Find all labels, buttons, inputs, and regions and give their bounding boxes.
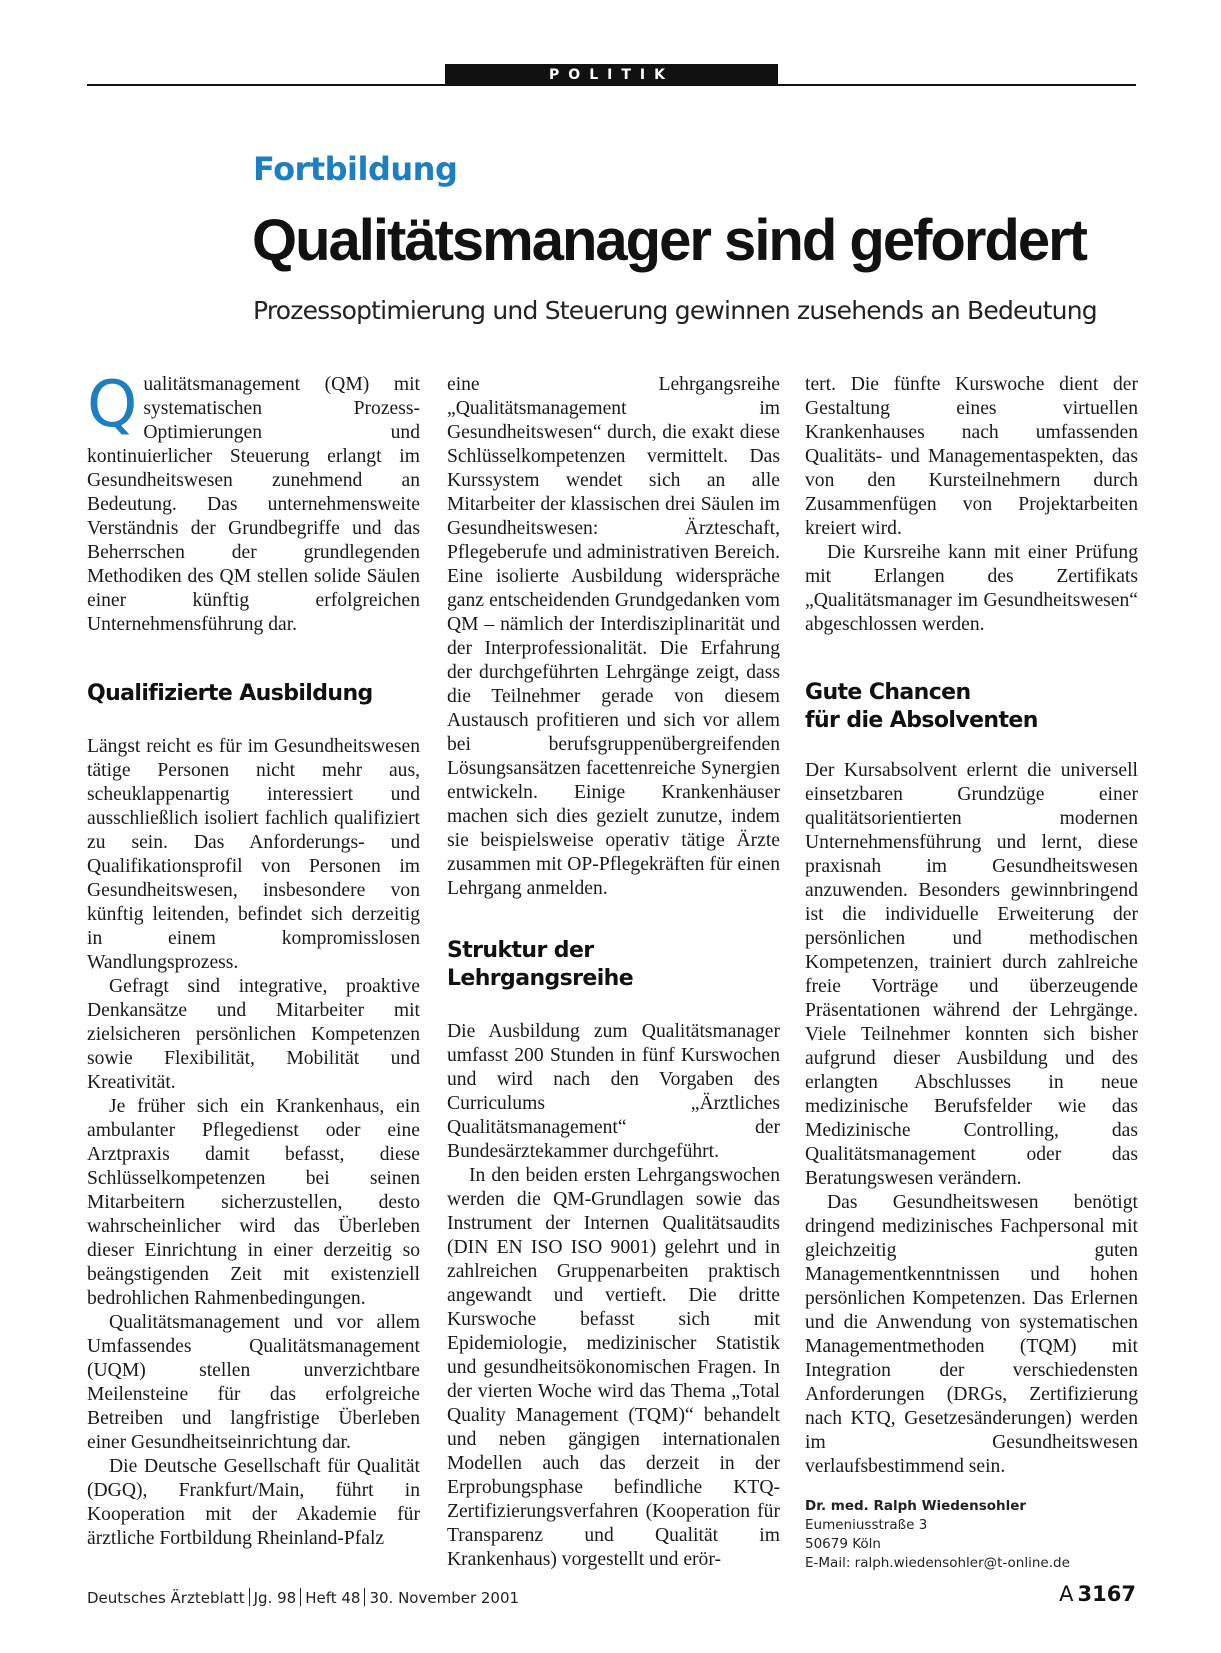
author-name: Dr. med. Ralph Wiedensohler — [805, 1498, 1027, 1514]
dropcap: Q — [87, 368, 138, 442]
paragraph: Die Deutsche Gesellschaft für Qualität (DGQ), Frankfurt/Main, führt in Kooperation mit der Akademie für ärztliche Fortbildung Rheinland-Pfalz — [87, 1456, 420, 1549]
article-kicker: Fortbildung — [253, 150, 458, 188]
footer-divider — [364, 1588, 365, 1606]
paragraph: Das Gesundheitswesen benötigt dringend medizinisches Fachpersonal mit gleichzeitig guten Managementkenntnissen und hohen persönlichen Kompetenzen. Das Erlernen und die Anwendung von systematischen Managementmethoden (TQM) mit Integration der verschiedensten Anforderungen (DRGs, Zertifizierung nach KTQ, Gesetzesänderungen) werden im Gesundheitswesen verlaufsbestimmend sein. — [805, 1192, 1138, 1477]
article-title: Qualitätsmanager sind gefordert — [252, 208, 1086, 273]
paragraph: eine Lehrgangsreihe „Qualitätsmanagement im Gesundheitswesen“ durch, die exakt diese Schlüsselkompetenzen vermittelt. Das Kurssystem wendet sich an alle Mitarbeiter der klassischen drei Säulen im Gesundheitswesen: Ärzteschaft, Pflegeberufe und administrativen Bereich. Eine isolierte Ausbildung widerspräche ganz entscheidenden Grundgedanken vom QM – nämlich der Interdisziplinarität und der Interprofessionalität. Die Erfahrung der durchgeführten Lehrgänge zeigt, dass die Teilnehmer gerade von diesem Austausch profitieren und sich vor allem bei berufsgruppenübergreifenden Lösungsansätzen facettenreiche Synergien entwickeln. Einige Krankenhäuser machen sich dies gezielt zunutze, indem sie beispielsweise operativ tätige Ärzte zusammen mit OP-Pflegekräften für einen Lehrgang anmelden. — [447, 374, 780, 899]
section-heading-2: Struktur der Lehrgangsreihe — [447, 938, 634, 991]
paragraph: Gefragt sind integrative, proaktive Denkansätze und Mitarbeiter mit zielsicheren persönlichen Kompetenzen sowie Flexibilität, Mobilität und Kreativität. — [87, 976, 420, 1093]
paragraph: Längst reicht es für im Gesundheitswesen tätige Personen nicht mehr aus, scheuklappenartig interessiert und ausschließlich isoliert fachlich qualifiziert zu sein. Das Anforderungs- und Qualifikationsprofil von Personen im Gesundheitswesen, insbesondere von künftig leitenden, befindet sich derzeitig in einem kompromisslosen Wandlungsprozess. — [87, 736, 420, 973]
issue-date: 30. November 2001 — [369, 1589, 520, 1607]
paragraph: Je früher sich ein Krankenhaus, ein ambulanter Pflegedienst oder eine Arztpraxis damit befasst, diese Schlüsselkompetenzen bei seinen Mitarbeitern sicherzustellen, desto wahrscheinlicher wird das Überleben dieser Einrichtung in einer derzeitig so beängstigenden Zeit mit existenziell bedrohlichen Rahmenbedingungen. — [87, 1096, 420, 1309]
footer-divider — [249, 1588, 250, 1606]
paragraph: tert. Die fünfte Kurswoche dient der Gestaltung eines virtuellen Krankenhauses nach umfassenden Qualitäts- und Managementaspekten, das von den Kursteilnehmern durch Zusammenfügen von Projektarbeiten kreiert wird. — [805, 374, 1138, 539]
journal-volume: Jg. 98 — [253, 1589, 297, 1607]
section-heading-3 — [805, 679, 1138, 735]
section-heading-3-line-2: für die Absolventen — [805, 708, 1038, 733]
paragraph: Qualitätsmanagement und vor allem Umfassendes Qualitätsmanagement (UQM) stellen unverzichtbare Meilensteine für das erfolgreiche Betreiben und langfristige Überleben einer Gesundheitseinrichtung dar. — [87, 1312, 420, 1453]
text-column-3 — [805, 373, 1138, 1573]
text-column-1 — [87, 368, 420, 1551]
article-subtitle: Prozessoptimierung und Steuerung gewinnen zusehends an Bedeutung — [253, 296, 1097, 325]
paragraph: Der Kursabsolvent erlernt die universell einsetzbaren Grundzüge einer qualitätsorientierten modernen Unternehmensführung und lernt, diese praxisnah im Gesundheitswesen anzuwenden. Besonders gewinnbringend ist die individuelle Erweiterung der persönlichen und methodischen Kompetenzen, trainiert durch zahlreiche freie Vorträge und überzeugende Präsentationen während der Lehrgänge. Viele Teilnehmer konnten sich bisher aufgrund dieser Ausbildung und des erlangten Abschlusses in neue medizinische Berufsfelder wie das Medizinische Controlling, das Qualitätsmanagement oder das Beratungswesen verändern. — [805, 760, 1138, 1189]
page-number — [1059, 1582, 1136, 1606]
footer-divider — [300, 1588, 301, 1606]
author-street: Eumeniusstraße 3 — [805, 1517, 928, 1533]
intro-text: ualitätsmanagement (QM) mit systematischen Prozess-Optimierungen und kontinuierlicher Steuerung erlangt im Gesundheitswesen zunehmend an Bedeutung. Das unternehmensweite Verständnis der Grundbegriffe und das Beherrschen der grundlegenden Methodiken des QM stellen solide Säulen einer künftig erfolgreichen Unternehmensführung dar. — [87, 374, 420, 635]
paragraph: Die Ausbildung zum Qualitätsmanager umfasst 200 Stunden in fünf Kurswochen und wird nach den Vorgaben des Curriculums „Ärztliches Qualitätsmanagement“ der Bundesärztekammer durchgeführt. — [447, 1021, 780, 1162]
page-prefix: A — [1059, 1582, 1074, 1606]
journal-name: Deutsches Ärzteblatt — [87, 1589, 245, 1607]
paragraph: In den beiden ersten Lehrgangswochen werden die QM-Grundlagen sowie das Instrument der Internen Qualitätsaudits (DIN EN ISO ISO 9001) gelehrt und in zahlreichen Gruppenarbeiten praktisch angewandt und vertieft. Die dritte Kurswoche befasst sich mit Epidemiologie, medizinischer Statistik und gesundheitsökonomischen Fragen. In der vierten Woche wird das Thema „Total Quality Management (TQM)“ behandelt und neben gängigen internationalen Modellen auch das derzeit in der Erprobungsphase befindliche KTQ-Zertifizierungsverfahren (Kooperation für Transparenz und Qualität im Krankenhaus) vorgestellt und erör- — [447, 1165, 780, 1570]
section-label: POLITIK — [445, 64, 778, 86]
page-number-value: 3167 — [1077, 1582, 1136, 1606]
section-heading-1: Qualifizierte Ausbildung — [87, 681, 373, 706]
intro-paragraph — [87, 368, 420, 637]
author-city: 50679 Köln — [805, 1536, 881, 1552]
journal-issue: Heft 48 — [305, 1589, 361, 1607]
author-block — [805, 1497, 1138, 1573]
text-column-2 — [447, 373, 780, 1572]
author-email: E-Mail: ralph.wiedensohler@t-online.de — [805, 1555, 1070, 1571]
paragraph: Die Kursreihe kann mit einer Prüfung mit Erlangen des Zertifikats „Qualitätsmanager im Gesundheitswesen“ abgeschlossen werden. — [805, 542, 1138, 635]
footer — [87, 1588, 519, 1607]
section-heading-3-line-1: Gute Chancen — [805, 680, 971, 705]
